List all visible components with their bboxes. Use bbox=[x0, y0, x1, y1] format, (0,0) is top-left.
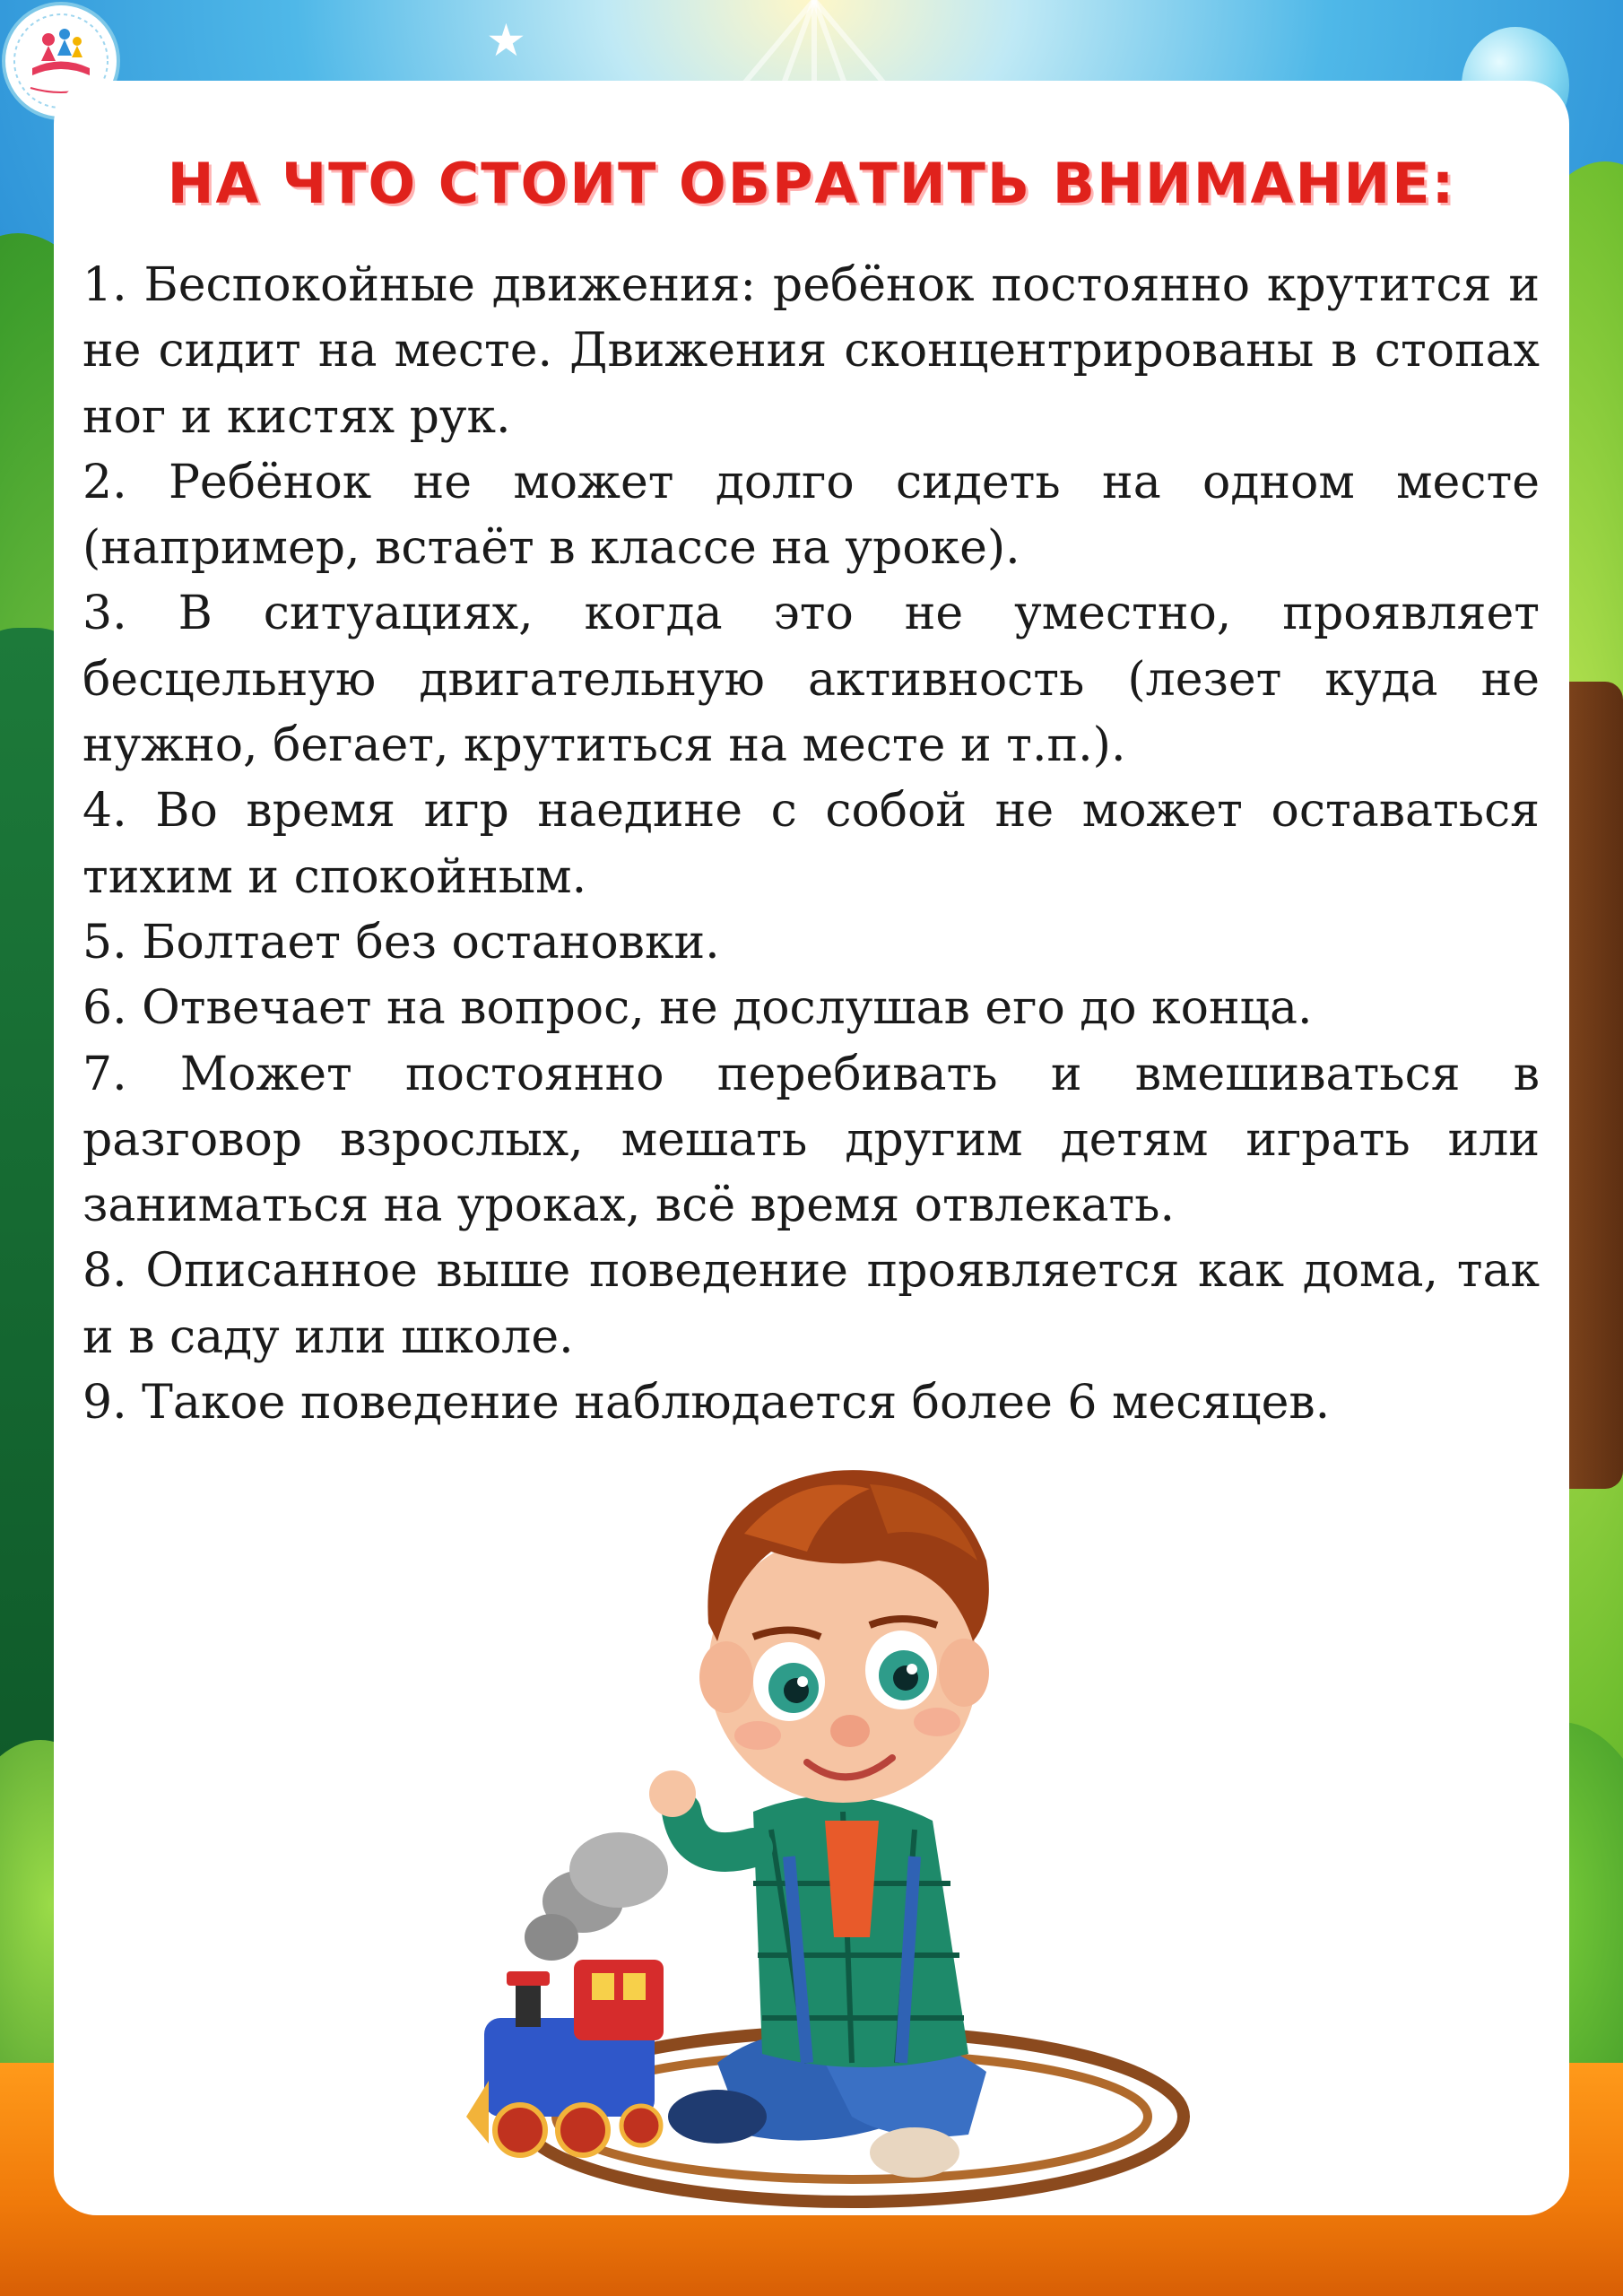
criteria-list bbox=[82, 253, 1540, 1436]
illustration bbox=[448, 1435, 1193, 2228]
list-item: 1. Беспокойные движения: ребёнок постоянно крутится и не сидит на месте. Движения сконцентрированы в стопах ног и кистях рук. bbox=[82, 258, 1540, 444]
list-item: 4. Во время игр наедине с собой не может оставаться тихим и спокойным. bbox=[82, 784, 1540, 904]
star-icon: ★ bbox=[486, 14, 526, 66]
boy-with-toy-train-icon bbox=[448, 1435, 1193, 2224]
list-item: 7. Может постоянно перебивать и вмешиваться в разговор взрослых, мешать другим детям играть или заниматься на уроках, всё время отвлекать. bbox=[82, 1047, 1540, 1233]
list-item: 3. В ситуациях, когда это не уместно, проявляет бесцельную двигательную активность (лезет куда не нужно, бегает, крутиться на месте и т.п.). bbox=[82, 587, 1540, 773]
list-item: 9. Такое поведение наблюдается более 6 месяцев. bbox=[82, 1376, 1331, 1431]
list-item: 6. Отвечает на вопрос, не дослушав его до конца. bbox=[82, 981, 1313, 1036]
list-item: 5. Болтает без остановки. bbox=[82, 915, 720, 970]
list-item: 2. Ребёнок не может долго сидеть на одном месте (например, встаёт в классе на уроке). bbox=[82, 455, 1540, 576]
page-title: НА ЧТО СТОИТ ОБРАТИТЬ ВНИМАНИЕ: bbox=[167, 151, 1456, 216]
list-item: 8. Описанное выше поведение проявляется как дома, так и в саду или школе. bbox=[82, 1244, 1540, 1364]
